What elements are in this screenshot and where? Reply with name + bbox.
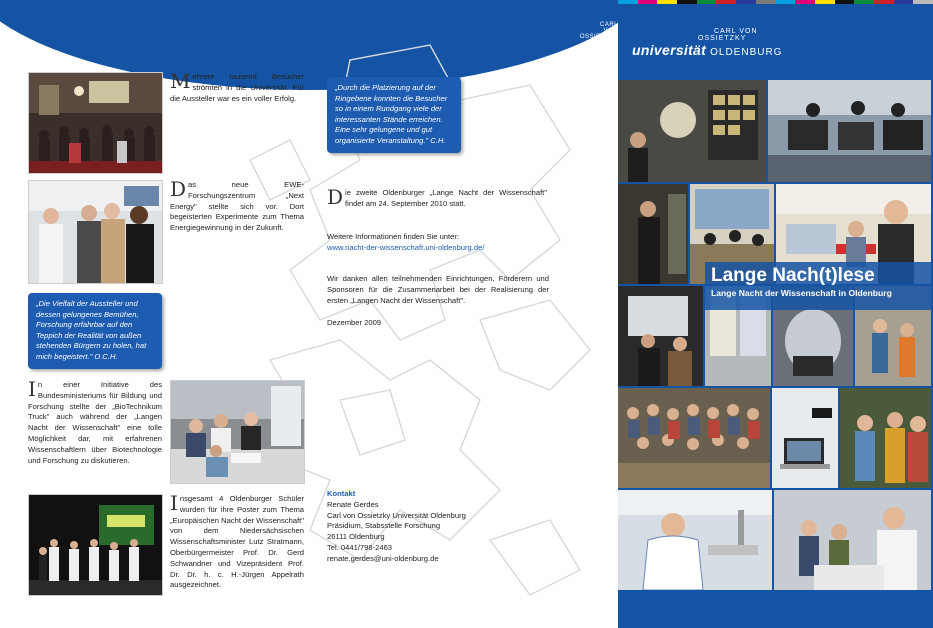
collage-photo-audience bbox=[618, 388, 770, 488]
logo-carl-von bbox=[714, 28, 782, 35]
cover-subtitle: Lange Nacht der Wissenschaft in Oldenburg bbox=[711, 288, 892, 298]
photo-next-energy bbox=[28, 180, 163, 284]
quote-text: „Die Vielfalt der Aussteller und dessen gelungenes Bemühen, Forschung erfahrbar auf den Teppich der Realität von außen stehenden Bürgern zu holen, hat mich begeistert." O.C.H. bbox=[36, 299, 147, 361]
contact-institution: Carl von Ossietzky Universität Oldenburg bbox=[327, 510, 466, 520]
paragraph-text: as neue EWE-Forschungszentrum „Next Energy" stellte sich vor. Dort begeisterten Experimente zum Thema Energiegewinnung in der Zukunft. bbox=[170, 180, 304, 233]
paragraph-next-event bbox=[327, 185, 547, 210]
collage-photo-presentation bbox=[618, 286, 703, 386]
quote-box-right bbox=[327, 77, 461, 153]
collage-photo-dna-model bbox=[618, 184, 688, 284]
drop-cap: I bbox=[28, 377, 36, 401]
contact-name: Renate Gerdes bbox=[327, 499, 379, 509]
contact-heading: Kontakt bbox=[327, 489, 356, 498]
paragraph-text: nsgesamt 4 Oldenburger Schüler wurden für ihre Poster zum Thema „Europäischen Nacht der Wissenschaft" von dem Niedersächsischen Wissenschaftsminister Lutz Stratmann, Oberbürgermeister Prof. Dr. Gerd Schwandner und Vizepräsident Prof. Dr. Dr. h. c. H.-Jürgen Appelrath ausgezeichnet. bbox=[170, 494, 304, 590]
university-logo-small bbox=[525, 22, 618, 76]
collage-photo-laptop bbox=[772, 388, 838, 488]
paragraph-text: ehrere tausend Besucher strömten in die Universität. Für die Aussteller war es ein voller Erfolg. bbox=[170, 72, 304, 103]
contact-department: Präsidium, Stabsstelle Forschung bbox=[327, 521, 441, 531]
collage-photo-experiment bbox=[618, 490, 772, 590]
paragraph-biotechnikum bbox=[28, 377, 162, 466]
logo-carl: CARL bbox=[599, 22, 618, 28]
logo-ossietzky: OSSIETZKY bbox=[698, 35, 747, 42]
logo-oldenburg: OLDENBURG bbox=[710, 47, 783, 58]
logo-oldenburg: OLDENBURG bbox=[566, 66, 618, 73]
paragraph-next-energy bbox=[170, 177, 304, 234]
paragraph-visitors bbox=[170, 69, 304, 104]
logo-universitaet: universität bbox=[572, 45, 618, 55]
paragraph-text: n einer Initiative des Bundesministeriums für Bildung und Forschung stellte der „BioTechnikum Truck" auch während der „Langen Nacht der Wissenschaft" eine tolle Möglichkeit dar, mit erfahrenen Wissenschaftlern über Biotechnologie und Forschung zu diskutieren. bbox=[28, 380, 162, 465]
quote-text: „Durch die Platzierung auf der Ringebene konnten die Besucher so in einem Rundgang viele der interessanten Stände erreichen. Eine sehr gelungene und gut organisierte Veranstaltung." C.H. bbox=[335, 83, 448, 145]
drop-cap: M bbox=[170, 69, 191, 93]
logo-von: VON bbox=[739, 28, 758, 35]
collage-photo-planetarium bbox=[618, 80, 766, 182]
paragraph-poster-award bbox=[170, 491, 304, 591]
more-info-link[interactable]: www.nacht-der-wissenschaft.uni-oldenburg.de/ bbox=[327, 242, 485, 252]
cover-page bbox=[618, 0, 933, 628]
contact-block bbox=[327, 489, 527, 565]
collage-photo-lab-demo bbox=[774, 490, 931, 590]
logo-ossietzky: OSSIETZKY bbox=[579, 34, 618, 40]
quote-box-left bbox=[28, 293, 162, 369]
contact-phone: Tel. 0441/798-2463 bbox=[327, 542, 393, 552]
logo-von: VON bbox=[603, 28, 618, 34]
photo-collage bbox=[618, 80, 931, 590]
cover-title: Lange Nach(t)lese bbox=[711, 265, 875, 286]
contact-city: 26111 Oldenburg bbox=[327, 532, 385, 542]
issue-date: Dezember 2009 bbox=[327, 318, 382, 327]
thanks-paragraph: Wir danken allen teilnehmenden Einrichtungen, Förderern und Sponsoren für die Zusammenarbeit bei der Realisierung der ersten „Langen Nacht der Wissenschaft". bbox=[327, 274, 549, 305]
logo-universitaet: universität bbox=[632, 42, 707, 58]
university-logo bbox=[632, 28, 782, 58]
photo-visitor-crowd bbox=[28, 72, 163, 174]
photo-biotechnikum-truck bbox=[170, 380, 305, 484]
drop-cap: I bbox=[170, 491, 178, 515]
logo-carl: CARL bbox=[714, 28, 737, 35]
cover-title-box bbox=[705, 262, 931, 310]
drop-cap: D bbox=[327, 185, 344, 209]
more-info bbox=[327, 232, 547, 254]
logo-wordmark bbox=[632, 42, 782, 58]
collage-photo-computers bbox=[768, 80, 931, 182]
paragraph-text: ie zweite Oldenburger „Lange Nacht der Wissenschaft" findet am 24. September 2010 statt. bbox=[345, 188, 547, 208]
thanks-text bbox=[327, 274, 549, 306]
more-info-label: Weitere Informationen finden Sie unter: bbox=[327, 232, 459, 241]
drop-cap: D bbox=[170, 177, 187, 201]
photo-poster-award bbox=[28, 494, 163, 596]
print-color-strip bbox=[618, 0, 933, 4]
collage-photo-children-group bbox=[840, 388, 931, 488]
contact-email[interactable]: renate.gerdes@uni-oldenburg.de bbox=[327, 553, 439, 563]
